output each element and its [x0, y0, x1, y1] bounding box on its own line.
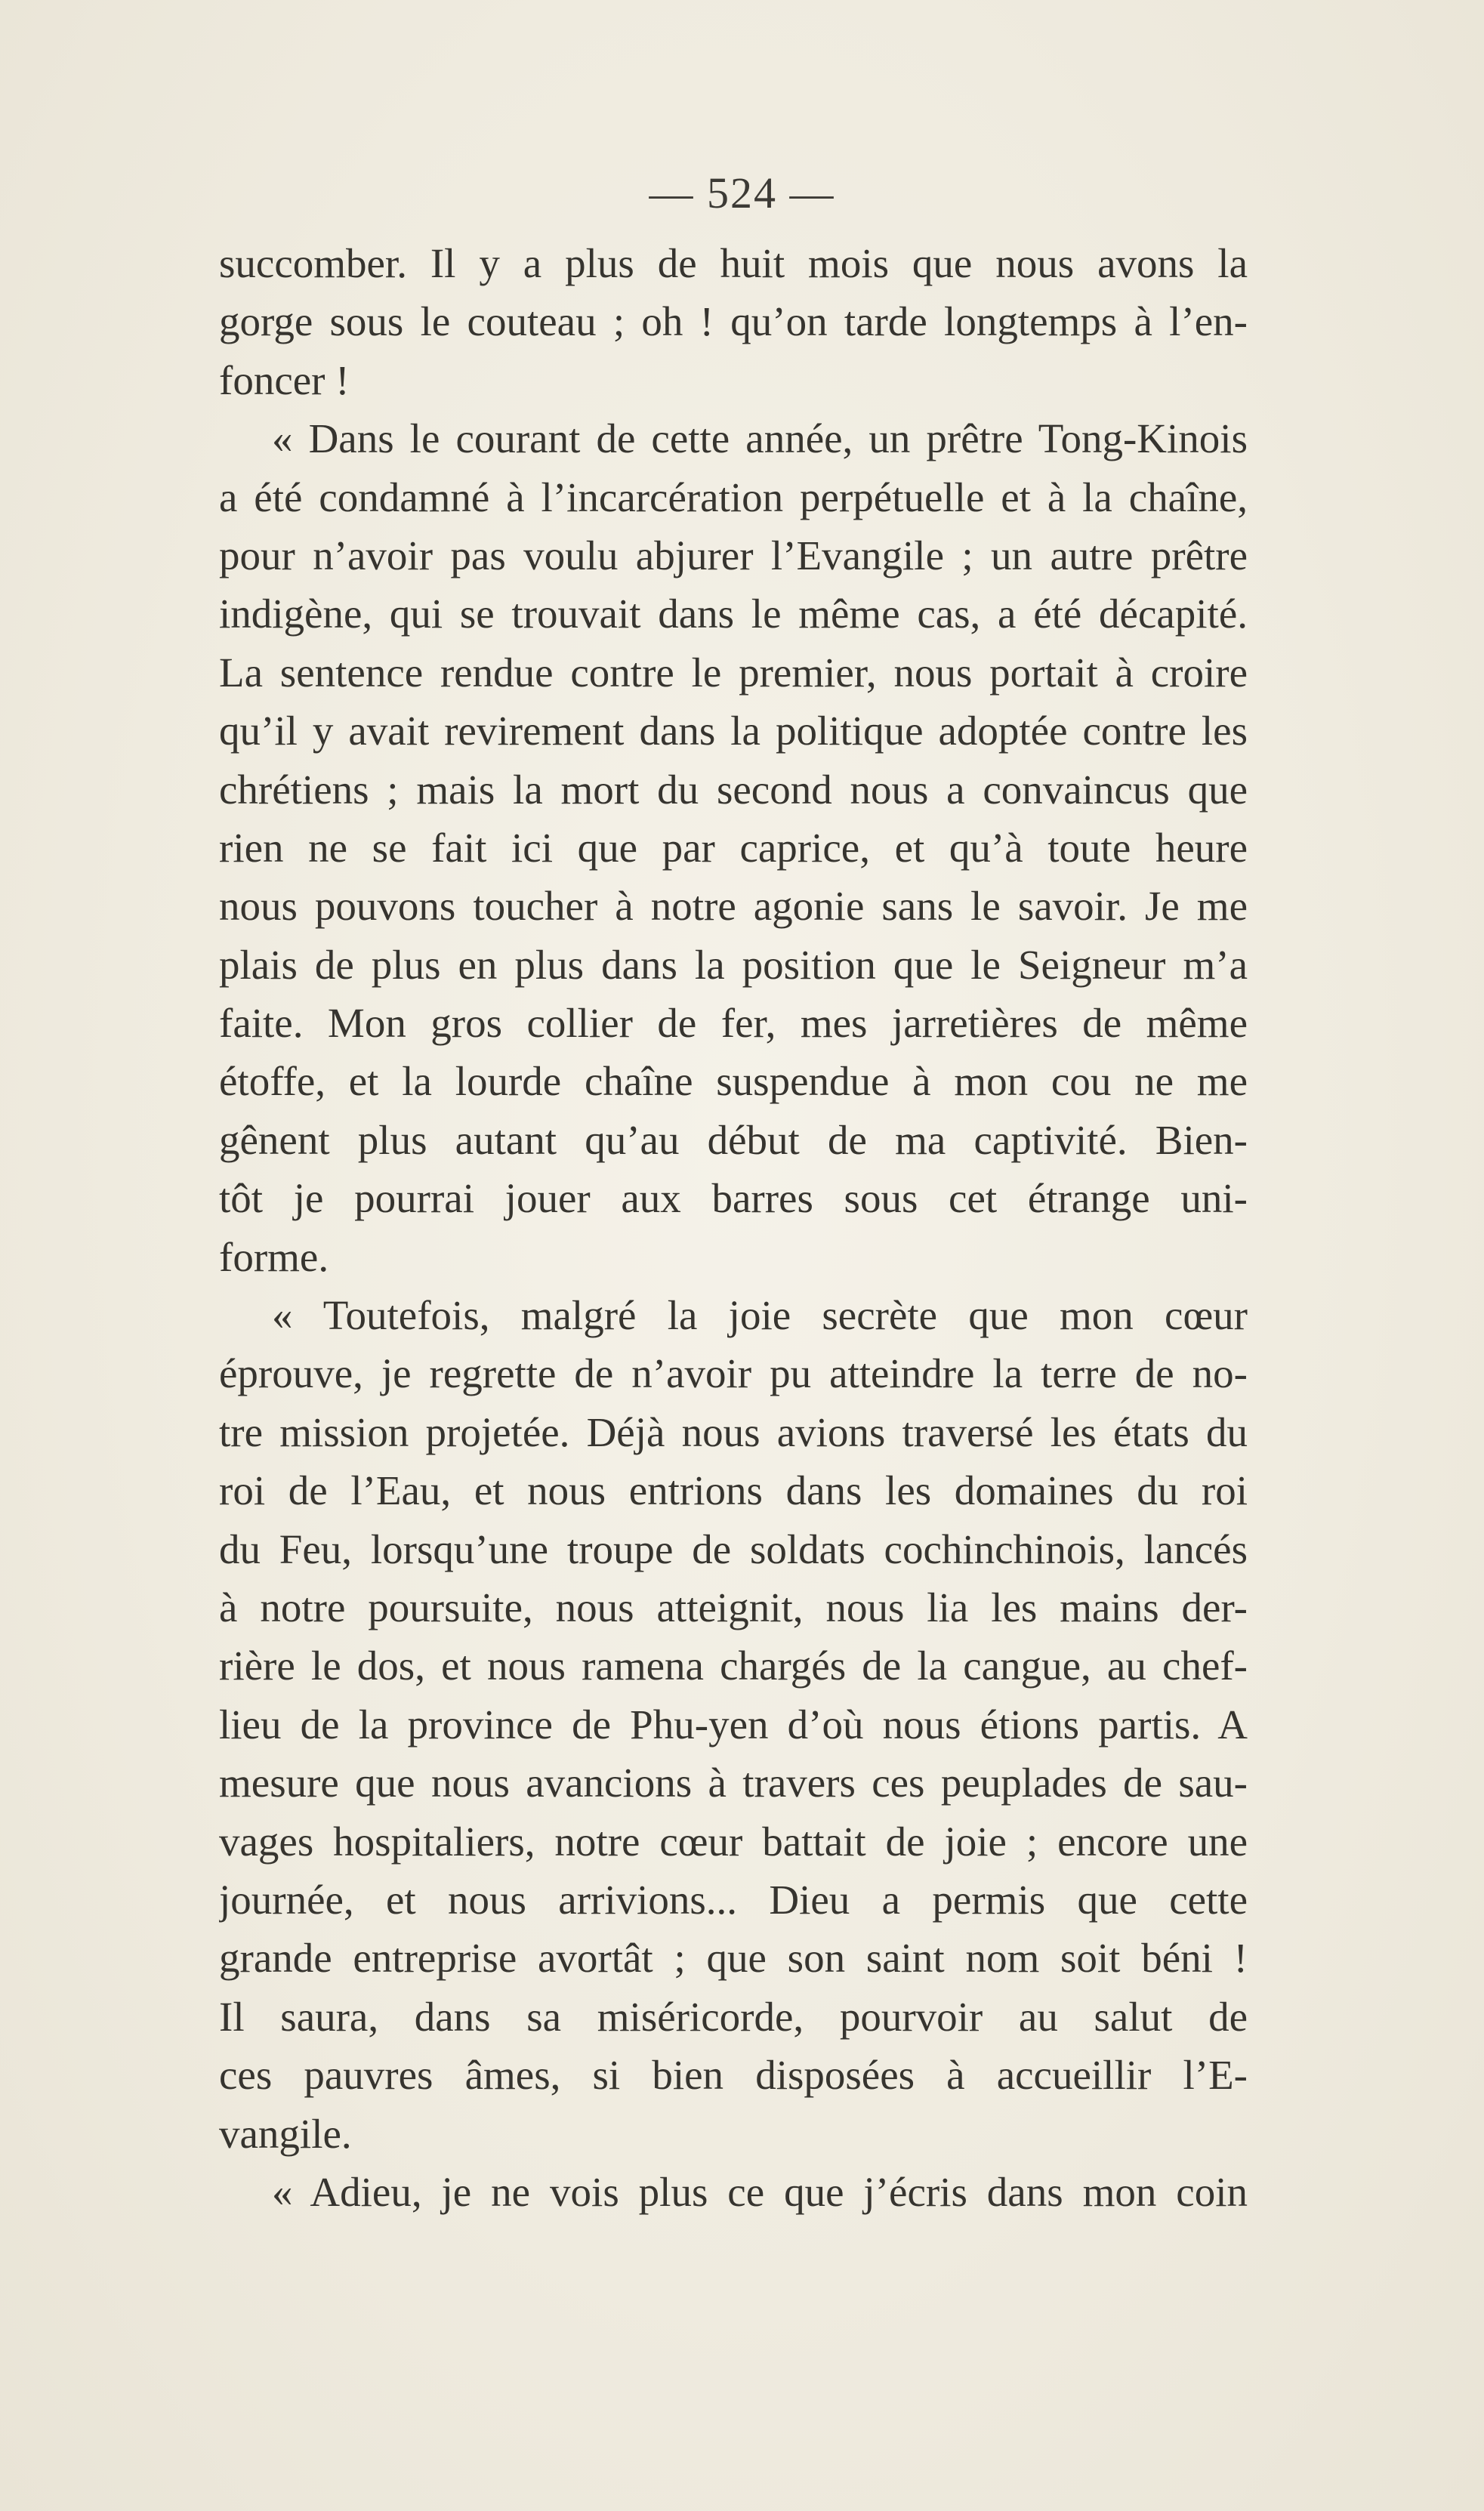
- text-line: qu’il y avait revirement dans la politique adoptée contre les: [219, 708, 1248, 754]
- text-line: à notre poursuite, nous atteignit, nous lia les mains der-: [219, 1584, 1248, 1630]
- paragraph: [219, 1286, 1248, 2163]
- paragraph: [219, 2163, 1248, 2221]
- text-line: a été condamné à l’incarcération perpétuelle et à la chaîne,: [219, 474, 1248, 520]
- text-line: rien ne se fait ici que par caprice, et qu’à toute heure: [219, 824, 1248, 871]
- body-text: [219, 234, 1248, 2221]
- text-line: lieu de la province de Phu-yen d’où nous étions partis. A: [219, 1701, 1248, 1748]
- paragraph: [219, 234, 1248, 409]
- text-line: gorge sous le couteau ; oh ! qu’on tarde longtemps à l’en-: [219, 298, 1248, 345]
- text-line: gênent plus autant qu’au début de ma captivité. Bien-: [219, 1116, 1248, 1163]
- text-line: « Adieu, je ne vois plus ce que j’écris dans mon coin: [272, 2168, 1248, 2215]
- text-line: grande entreprise avortât ; que son saint nom soit béni !: [219, 1935, 1248, 1982]
- text-line: forme.: [219, 1233, 329, 1280]
- text-line: faite. Mon gros collier de fer, mes jarretières de même: [219, 1000, 1248, 1047]
- text-line: étoffe, et la lourde chaîne suspendue à mon cou ne me: [219, 1058, 1248, 1105]
- text-line: du Feu, lorsqu’une troupe de soldats cochinchinois, lancés: [219, 1525, 1248, 1572]
- text-line: tre mission projetée. Déjà nous avions traversé les états du: [219, 1408, 1248, 1455]
- text-line: journée, et nous arrivions... Dieu a permis que cette: [219, 1876, 1248, 1923]
- text-line: Il saura, dans sa miséricorde, pourvoir au salut de: [219, 1993, 1248, 2040]
- text-line: plais de plus en plus dans la position que le Seigneur m’a: [219, 941, 1248, 988]
- text-line: chrétiens ; mais la mort du second nous a convaincus que: [219, 766, 1248, 813]
- text-line: succomber. Il y a plus de huit mois que nous avons la: [219, 240, 1248, 286]
- text-line: ces pauvres âmes, si bien disposées à accueillir l’E-: [219, 2052, 1248, 2099]
- text-line: vages hospitaliers, notre cœur battait de joie ; encore une: [219, 1818, 1248, 1865]
- paragraph: [219, 409, 1248, 1286]
- text-line: La sentence rendue contre le premier, nous portait à croire: [219, 649, 1248, 696]
- text-line: foncer !: [219, 356, 350, 403]
- text-line: « Toutefois, malgré la joie secrète que mon cœur: [272, 1292, 1248, 1339]
- text-line: nous pouvons toucher à notre agonie sans le savoir. Je me: [219, 883, 1248, 930]
- text-line: rière le dos, et nous ramena chargés de la cangue, au chef-: [219, 1643, 1248, 1689]
- text-line: tôt je pourrai jouer aux barres sous cet étrange uni-: [219, 1175, 1248, 1222]
- text-line: mesure que nous avancions à travers ces peuplades de sau-: [219, 1760, 1248, 1806]
- text-line: roi de l’Eau, et nous entrions dans les domaines du roi: [219, 1467, 1248, 1514]
- text-line: vangile.: [219, 2110, 352, 2157]
- text-line: indigène, qui se trouvait dans le même cas, a été décapité.: [219, 591, 1248, 637]
- text-line: « Dans le courant de cette année, un prêtre Tong-Kinois: [272, 415, 1248, 462]
- text-line: pour n’avoir pas voulu abjurer l’Evangile ; un autre prêtre: [219, 532, 1248, 578]
- text-line: éprouve, je regrette de n’avoir pu atteindre la terre de no-: [219, 1350, 1248, 1397]
- page-number: — 524 —: [649, 168, 835, 217]
